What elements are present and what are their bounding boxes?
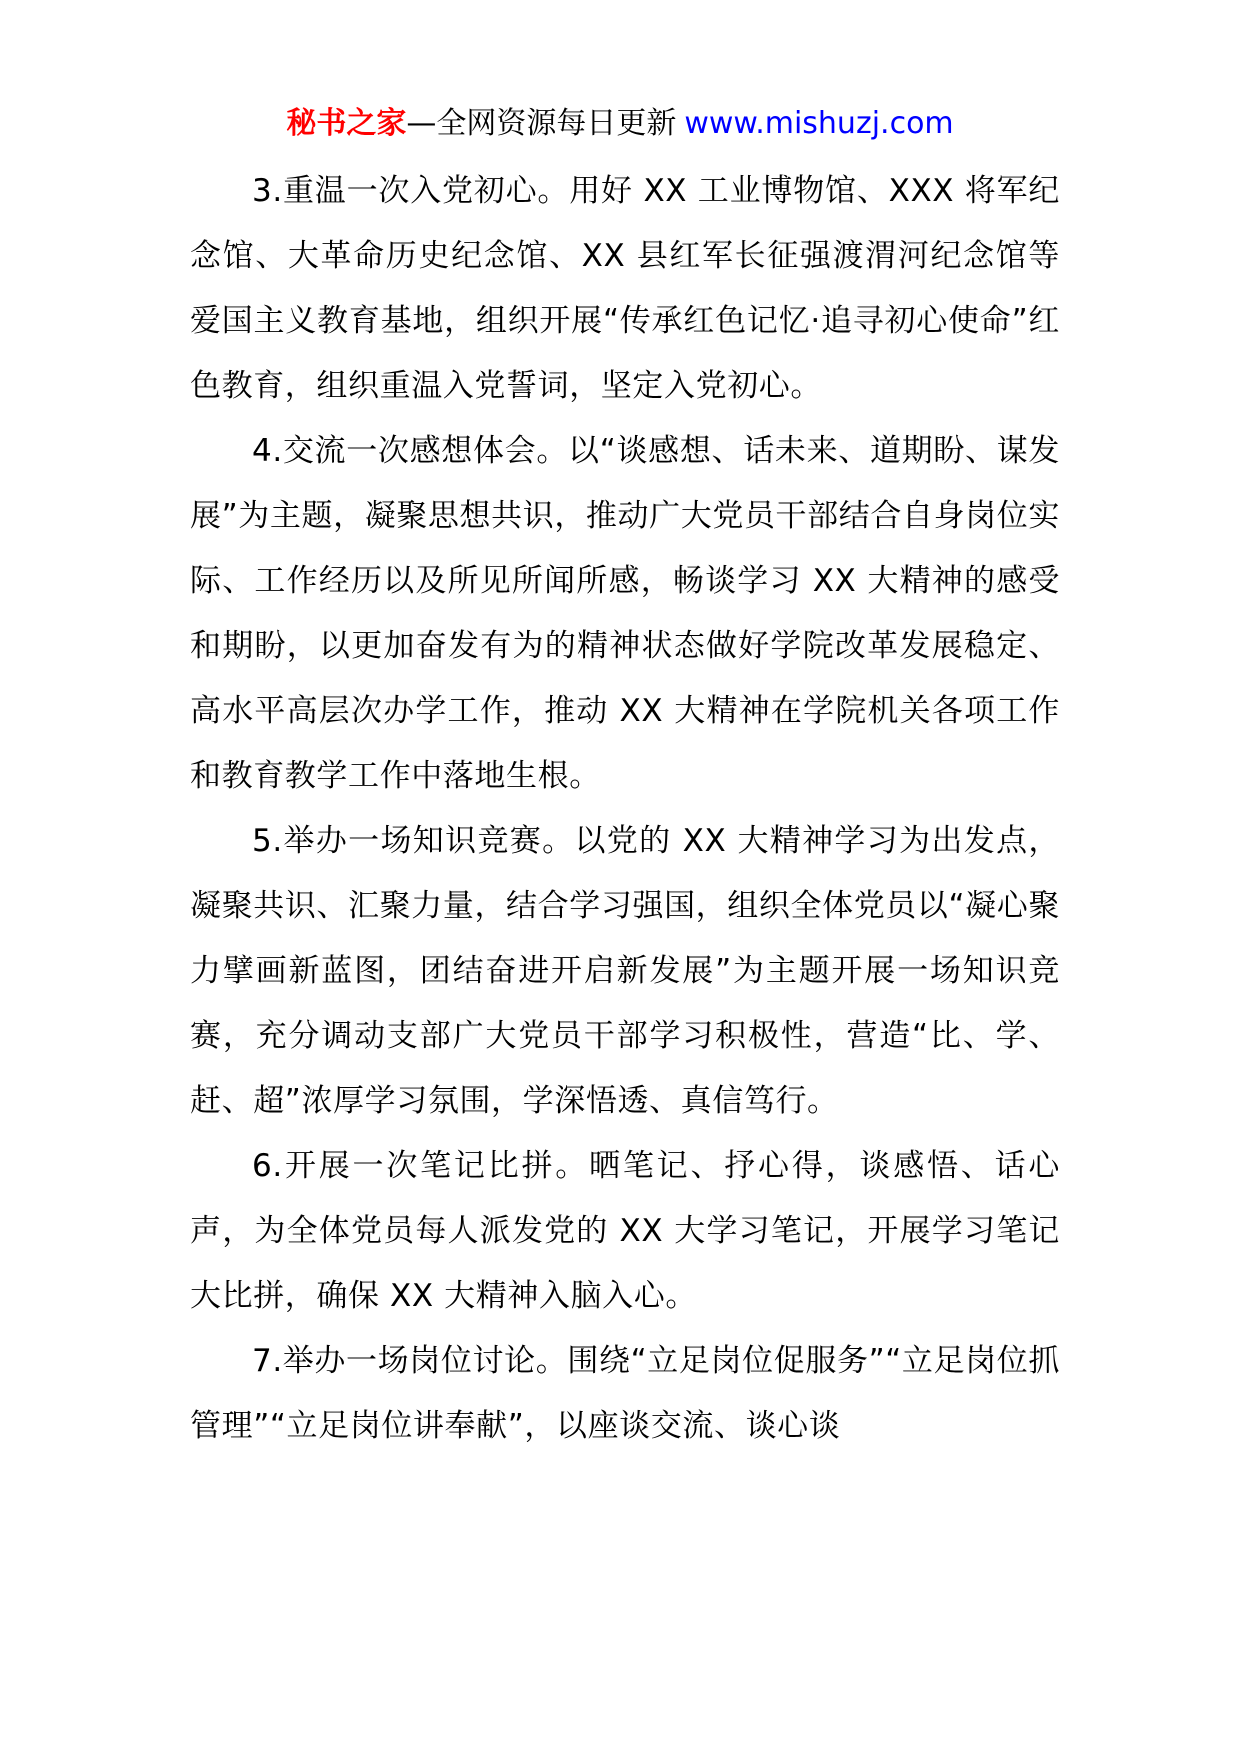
paragraph-6-notes-competition: 6.开展一次笔记比拼。晒笔记、抒心得，谈感悟、话心声，为全体党员每人派发党的 XX 大学习笔记，开展学习笔记大比拼，确保 XX 大精神入脑入心。 (190, 1148, 1060, 1314)
document-body (190, 159, 1060, 1459)
paragraph-4-exchange-thoughts: 4.交流一次感想体会。以“谈感想、话未来、道期盼、谋发展”为主题，凝聚思想共识，推动广大党员干部结合自身岗位实际、工作经历以及所见所闻所感，畅谈学习 XX 大精神的感受和期盼，以更加奋发有为的精神状态做好学院改革发展稳定、高水平高层次办学工作，推动 XX 大精神在学院机关各项工作和教育教学工作中落地生根。 (190, 433, 1060, 794)
paragraph-7-post-discussion: 7.举办一场岗位讨论。围绕“立足岗位促服务”“立足岗位抓管理”“立足岗位讲奉献”，以座谈交流、谈心谈 (190, 1343, 1060, 1444)
brand-name: 秘书之家 (286, 106, 407, 141)
header-tagline: —全网资源每日更新 (406, 106, 677, 141)
site-url-link[interactable]: www.mishuzj.com (684, 106, 954, 141)
paragraph-5-knowledge-contest: 5.举办一场知识竞赛。以党的 XX 大精神学习为出发点，凝聚共识、汇聚力量，结合学习强国，组织全体党员以“凝心聚力擘画新蓝图，团结奋进开启新发展”为主题开展一场知识竞赛，充分调动支部广大党员干部学习积极性，营造“比、学、赶、超”浓厚学习氛围，学深悟透、真信笃行。 (190, 823, 1060, 1119)
paragraph-3-reaffirm-pledge: 3.重温一次入党初心。用好 XX 工业博物馆、XXX 将军纪念馆、大革命历史纪念馆、XX 县红军长征强渡渭河纪念馆等爱国主义教育基地，组织开展“传承红色记忆·追寻初心使命”红色教育，组织重温入党誓词，坚定入党初心。 (190, 173, 1060, 404)
site-header (0, 98, 1240, 150)
